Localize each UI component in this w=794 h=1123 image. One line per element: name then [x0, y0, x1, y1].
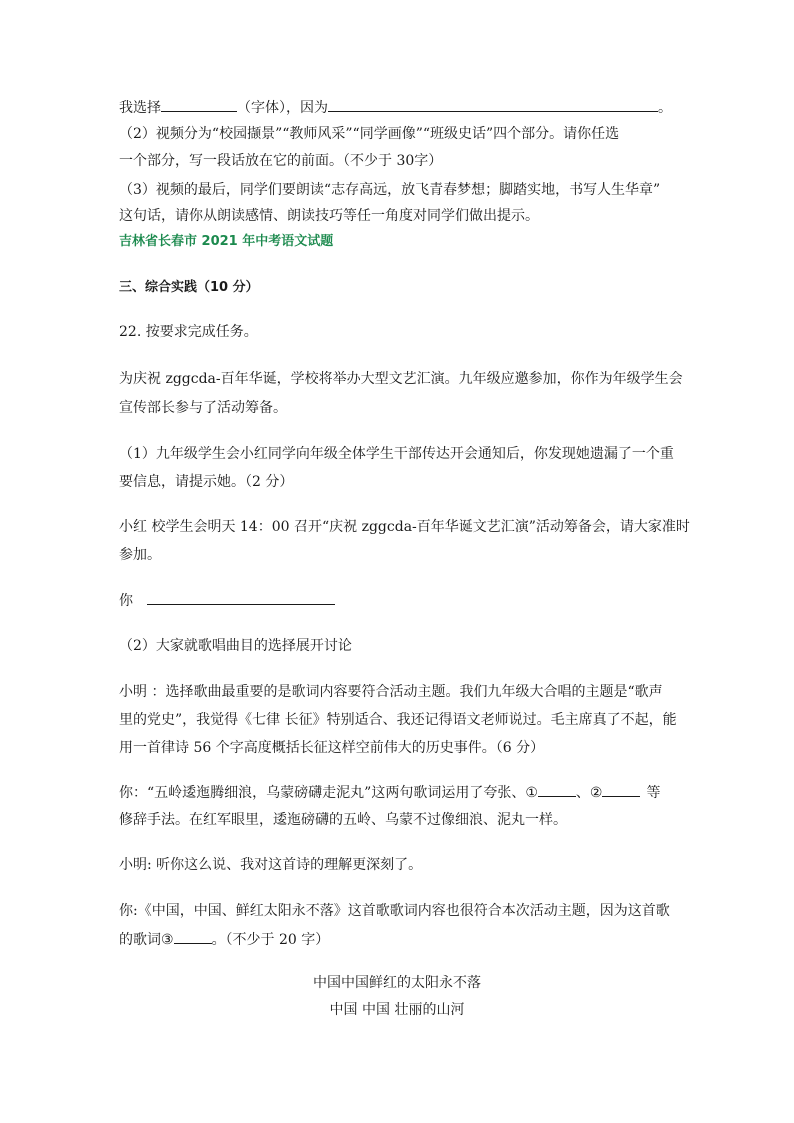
lyric-reason-blank[interactable] — [174, 929, 212, 944]
you-rhetoric-line-2: 修辞手法。在红军眼里，逶迤磅礴的五岭、乌蒙不过像细浪、泥丸一样。 — [119, 812, 567, 828]
you-answer-line — [119, 590, 335, 611]
xiaoming-reply: 小明: 听你这么说、我对这首诗的理解更深刻了。 — [119, 857, 423, 873]
question-2-line-1: （2）视频分为“校园撷景”“教师风采”“同学画像”“班级史话”四个部分。请你任选 — [119, 126, 620, 142]
question-3-line-1: （3）视频的最后，同学们要朗读“志存高远，放飞青春梦想；脚踏实地，书写人生华章” — [119, 182, 661, 198]
intro-line-1: 为庆祝 zggcda-百年华诞，学校将举办大型文艺汇演。九年级应邀参加，你作为年级学生会 — [119, 371, 683, 387]
question-22: 22. 按要求完成任务。 — [119, 324, 258, 340]
you-rhetoric-line — [119, 782, 660, 803]
font-choice-middle: （字体），因为 — [237, 100, 328, 116]
rhetoric-separator: 、 — [575, 785, 590, 801]
you-song-line-1: 你:《中国，中国、鲜红太阳永不落》这首歌歌词内容也很符合本次活动主题，因为这首歌 — [119, 903, 670, 919]
you-song-line-2 — [119, 929, 329, 950]
rhetoric-blank-2[interactable] — [602, 782, 640, 797]
section-title: 三、综合实践（10 分） — [119, 280, 259, 295]
xiaoming-line-2: 里的党史”，我觉得《七律 长征》特别适合、我还记得语文老师说过。毛主席真了不起，能 — [119, 712, 677, 728]
lyric-line-2: 中国 中国 壮丽的山河 — [329, 1002, 465, 1018]
circled-1: ① — [525, 785, 538, 801]
font-choice-prefix: 我选择 — [119, 100, 161, 116]
you-label: 你 — [119, 593, 133, 609]
font-choice-end: 。 — [658, 100, 672, 116]
source-title: 吉林省长春市 2021 年中考语文试题 — [119, 234, 334, 249]
xiaoming-line-1: 小明 ：选择歌曲最重要的是歌词内容要符合活动主题。我们九年级大合唱的主题是“歌声 — [119, 684, 663, 700]
answer-blank-1[interactable] — [147, 590, 335, 605]
rhetoric-end: 等 — [646, 785, 661, 801]
font-choice-blank[interactable] — [161, 97, 237, 112]
question-2-line-2: 一个部分，写一段话放在它的前面。（不少于 30字） — [119, 153, 443, 169]
lyric-line-1: 中国中国鲜红的太阳永不落 — [313, 975, 481, 991]
rhetoric-blank-1[interactable] — [538, 782, 576, 797]
you-rhetoric-text: 你：“五岭逶迤腾细浪，乌蒙磅礴走泥丸”这两句歌词运用了夸张、 — [119, 785, 526, 801]
you-song-suffix: 。（不少于 20 字） — [211, 932, 330, 948]
you-song-prefix: 的歌词 — [119, 932, 161, 948]
sub-question-2: （2）大家就歌唱曲目的选择展开讨论 — [119, 638, 352, 654]
font-choice-line — [119, 97, 672, 118]
xiaohong-line-2: 参加。 — [119, 547, 161, 563]
intro-line-2: 宣传部长参与了活动筹备。 — [119, 400, 287, 416]
sub-question-1-line-1: （1）九年级学生会小红同学向年级全体学生干部传达开会通知后，你发现她遗漏了一个重 — [119, 446, 674, 462]
xiaoming-line-3: 用一首律诗 56 个字高度概括长征这样空前伟大的历史事件。（6 分） — [119, 740, 545, 756]
circled-2: ② — [589, 785, 603, 801]
question-3-line-2: 这句话，请你从朗读感情、朗读技巧等任一角度对同学们做出提示。 — [119, 208, 539, 224]
xiaohong-line-1: 小红 校学生会明天 14：00 召开“庆祝 zggcda-百年华诞文艺汇演”活动筹备会，请大家准时 — [119, 519, 690, 535]
reason-blank[interactable] — [328, 97, 658, 112]
circled-3: ③ — [161, 932, 174, 948]
sub-question-1-line-2: 要信息，请提示她。（2 分） — [119, 474, 294, 490]
